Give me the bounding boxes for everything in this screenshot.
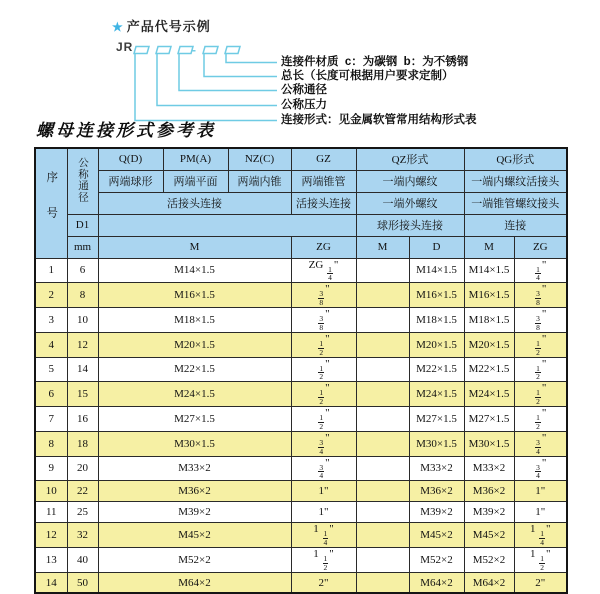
table-row: [35, 407, 567, 432]
cell-zg: $\frac{1}{2}$ ": [291, 382, 356, 407]
table-row: [35, 523, 567, 548]
cell-qg-m: M22×1.5: [464, 357, 514, 382]
cell-qg-m: M20×1.5: [464, 332, 514, 357]
cell-qz-d: M20×1.5: [409, 332, 464, 357]
header-seq: [35, 148, 67, 258]
header-qz-desc: 一端内螺纹: [356, 170, 464, 192]
header-col-pm: PM(A): [163, 148, 228, 170]
cell-seq: 6: [35, 382, 67, 407]
cell-qg-m: M18×1.5: [464, 308, 514, 333]
cell-qz-d: M22×1.5: [409, 357, 464, 382]
cell-qg-zg: $\frac{3}{4}$ ": [514, 431, 567, 456]
cell-qg-zg: 1 $\frac{1}{2}$ ": [514, 548, 567, 573]
cell-qz-m: [356, 548, 409, 573]
header-qz-ext-thread: 一端外螺纹: [356, 192, 464, 214]
cell-qz-m: [356, 431, 409, 456]
star-icon: ★: [112, 20, 124, 34]
code-dash: -: [192, 43, 196, 57]
cell-qg-m: M45×2: [464, 523, 514, 548]
cell-dn: 50: [67, 572, 98, 593]
cell-m: M24×1.5: [98, 382, 291, 407]
header-col-gz: GZ: [291, 148, 356, 170]
cell-qz-d: M14×1.5: [409, 258, 464, 283]
cell-seq: 9: [35, 456, 67, 481]
cell-qg-zg: $\frac{1}{2}$ ": [514, 332, 567, 357]
cell-seq: 14: [35, 572, 67, 593]
cell-dn: 16: [67, 407, 98, 432]
code-box: [225, 47, 240, 54]
cell-qg-zg: $\frac{1}{2}$ ": [514, 407, 567, 432]
cell-seq: 7: [35, 407, 67, 432]
header-col-q: Q(D): [98, 148, 163, 170]
cell-zg: $\frac{1}{2}$ ": [291, 357, 356, 382]
cell-qz-d: M36×2: [409, 481, 464, 502]
cell-m: M39×2: [98, 502, 291, 523]
cell-m: M45×2: [98, 523, 291, 548]
cell-qz-m: [356, 382, 409, 407]
header-d1: D1: [67, 214, 98, 236]
header-qg-zg-label: ZG: [514, 236, 567, 258]
product-code-heading-text: 产品代号示例: [126, 19, 211, 34]
cell-dn: 6: [67, 258, 98, 283]
cell-qg-m: M64×2: [464, 572, 514, 593]
cell-m: M16×1.5: [98, 283, 291, 308]
cell-m: M27×1.5: [98, 407, 291, 432]
cell-zg: $\frac{3}{8}$ ": [291, 308, 356, 333]
cell-qg-m: M14×1.5: [464, 258, 514, 283]
cell-seq: 5: [35, 357, 67, 382]
cell-qg-m: M52×2: [464, 548, 514, 573]
cell-zg: $\frac{1}{2}$ ": [291, 332, 356, 357]
cell-m: M36×2: [98, 481, 291, 502]
cell-qz-m: [356, 357, 409, 382]
cell-qz-d: M24×1.5: [409, 382, 464, 407]
cell-qz-m: [356, 502, 409, 523]
cell-qz-d: M30×1.5: [409, 431, 464, 456]
cell-m: M20×1.5: [98, 332, 291, 357]
cell-m: M30×1.5: [98, 431, 291, 456]
cell-qz-m: [356, 332, 409, 357]
cell-qz-d: M52×2: [409, 548, 464, 573]
cell-qg-m: M16×1.5: [464, 283, 514, 308]
cell-dn: 32: [67, 523, 98, 548]
cell-seq: 13: [35, 548, 67, 573]
diagram-label-diameter: 公称通径: [281, 84, 327, 96]
cell-seq: 2: [35, 283, 67, 308]
cell-seq: 8: [35, 431, 67, 456]
cell-m: M14×1.5: [98, 258, 291, 283]
cell-qz-m: [356, 456, 409, 481]
diagram-label-connection: 连接形式：见金属软管常用结构形式表: [281, 114, 477, 126]
reference-table: [34, 147, 568, 594]
header-qg-desc: 一端内螺纹活接头: [464, 170, 567, 192]
header-pm-desc: 两端平面: [163, 170, 228, 192]
cell-qz-d: M18×1.5: [409, 308, 464, 333]
cell-zg: 1": [291, 502, 356, 523]
table-row: [35, 431, 567, 456]
cell-dn: 40: [67, 548, 98, 573]
table-row: [35, 456, 567, 481]
cell-qz-m: [356, 407, 409, 432]
cell-qz-m: [356, 481, 409, 502]
diagram-label-length: 总长（长度可根据用户要求定制）: [281, 70, 454, 82]
cell-qz-m: [356, 572, 409, 593]
header-qg-taper-thread: 一端锥管螺纹接头: [464, 192, 567, 214]
cell-zg: 1 $\frac{1}{4}$ ": [291, 523, 356, 548]
cell-qz-m: [356, 258, 409, 283]
cell-qz-m: [356, 308, 409, 333]
header-q-desc: 两端球形: [98, 170, 163, 192]
table-row: [35, 572, 567, 593]
header-dn: [67, 148, 98, 214]
cell-zg: ZG $\frac{1}{4}$ ": [291, 258, 356, 283]
header-unit-mm: mm: [67, 236, 98, 258]
code-connector-line: [226, 54, 277, 63]
table-row: [35, 357, 567, 382]
cell-seq: 11: [35, 502, 67, 523]
cell-seq: 1: [35, 258, 67, 283]
header-union-connect: 活接头连接: [98, 192, 291, 214]
cell-zg: $\frac{1}{2}$ ": [291, 407, 356, 432]
cell-dn: 25: [67, 502, 98, 523]
cell-qz-d: M64×2: [409, 572, 464, 593]
table-title: 螺母连接形式参考表: [36, 121, 216, 141]
cell-qz-d: M27×1.5: [409, 407, 464, 432]
cell-dn: 18: [67, 431, 98, 456]
cell-qz-d: M16×1.5: [409, 283, 464, 308]
diagram-label-material: 连接件材质 c：为碳钢 b：为不锈钢: [281, 56, 469, 68]
header-zg-label: ZG: [291, 236, 356, 258]
cell-dn: 14: [67, 357, 98, 382]
header-seq-label: 序号: [45, 171, 58, 243]
code-box: [134, 47, 149, 54]
table-row: [35, 283, 567, 308]
header-qz-m-label: M: [356, 236, 409, 258]
table-row: [35, 308, 567, 333]
header-qg-connect: 连接: [464, 214, 567, 236]
header-m-label: M: [98, 236, 291, 258]
cell-qg-zg: $\frac{3}{8}$ ": [514, 283, 567, 308]
cell-qg-zg: 2": [514, 572, 567, 593]
cell-qz-m: [356, 283, 409, 308]
cell-qg-m: M33×2: [464, 456, 514, 481]
cell-qg-zg: $\frac{3}{8}$ ": [514, 308, 567, 333]
cell-qg-zg: 1 $\frac{1}{4}$ ": [514, 523, 567, 548]
header-gz-desc: 两端锥管: [291, 170, 356, 192]
header-qz-title: QZ形式: [356, 148, 464, 170]
code-connector-line: [179, 54, 277, 91]
cell-dn: 15: [67, 382, 98, 407]
cell-dn: 8: [67, 283, 98, 308]
cell-seq: 10: [35, 481, 67, 502]
cell-m: M18×1.5: [98, 308, 291, 333]
code-box: [178, 47, 193, 54]
table-row: [35, 502, 567, 523]
cell-qg-zg: 1": [514, 502, 567, 523]
cell-qg-m: M24×1.5: [464, 382, 514, 407]
cell-seq: 3: [35, 308, 67, 333]
cell-zg: 1 $\frac{1}{2}$ ": [291, 548, 356, 573]
cell-m: M33×2: [98, 456, 291, 481]
cell-zg: $\frac{3}{4}$ ": [291, 431, 356, 456]
header-nz-desc: 两端内锥: [228, 170, 291, 192]
cell-seq: 12: [35, 523, 67, 548]
table-row: [35, 382, 567, 407]
header-qz-ball-connect: 球形接头连接: [356, 214, 464, 236]
cell-zg: 2": [291, 572, 356, 593]
table-row: [35, 548, 567, 573]
cell-zg: 1": [291, 481, 356, 502]
table-row: [35, 258, 567, 283]
header-qg-m-label: M: [464, 236, 514, 258]
table-row: [35, 332, 567, 357]
header-empty-cell: [98, 214, 356, 236]
cell-qg-zg: $\frac{1}{4}$ ": [514, 258, 567, 283]
cell-qg-m: M27×1.5: [464, 407, 514, 432]
table-body: [35, 258, 567, 593]
cell-qz-d: M45×2: [409, 523, 464, 548]
header-dn-label: 公称通径: [77, 156, 88, 203]
cell-zg: $\frac{3}{8}$ ": [291, 283, 356, 308]
cell-qg-m: M39×2: [464, 502, 514, 523]
header-qz-d-label: D: [409, 236, 464, 258]
diagram-label-pressure: 公称压力: [281, 99, 327, 111]
cell-m: M52×2: [98, 548, 291, 573]
cell-qg-m: M30×1.5: [464, 431, 514, 456]
cell-qg-zg: $\frac{3}{4}$ ": [514, 456, 567, 481]
cell-zg: $\frac{3}{4}$ ": [291, 456, 356, 481]
header-col-nz: NZ(C): [228, 148, 291, 170]
header-gz-union: 活接头连接: [291, 192, 356, 214]
cell-qz-m: [356, 523, 409, 548]
cell-m: M64×2: [98, 572, 291, 593]
cell-m: M22×1.5: [98, 357, 291, 382]
cell-qz-d: M39×2: [409, 502, 464, 523]
code-prefix: JR: [116, 40, 134, 54]
cell-qg-m: M36×2: [464, 481, 514, 502]
code-box: [156, 47, 171, 54]
cell-qg-zg: $\frac{1}{2}$ ": [514, 382, 567, 407]
cell-dn: 12: [67, 332, 98, 357]
header-qg-title: QG形式: [464, 148, 567, 170]
cell-dn: 10: [67, 308, 98, 333]
cell-dn: 20: [67, 456, 98, 481]
table-row: [35, 481, 567, 502]
cell-seq: 4: [35, 332, 67, 357]
cell-qg-zg: 1": [514, 481, 567, 502]
code-connector-line: [157, 54, 277, 106]
cell-dn: 22: [67, 481, 98, 502]
cell-qg-zg: $\frac{1}{2}$ ": [514, 357, 567, 382]
code-connector-line: [204, 54, 277, 77]
cell-qz-d: M33×2: [409, 456, 464, 481]
code-box: [203, 47, 218, 54]
